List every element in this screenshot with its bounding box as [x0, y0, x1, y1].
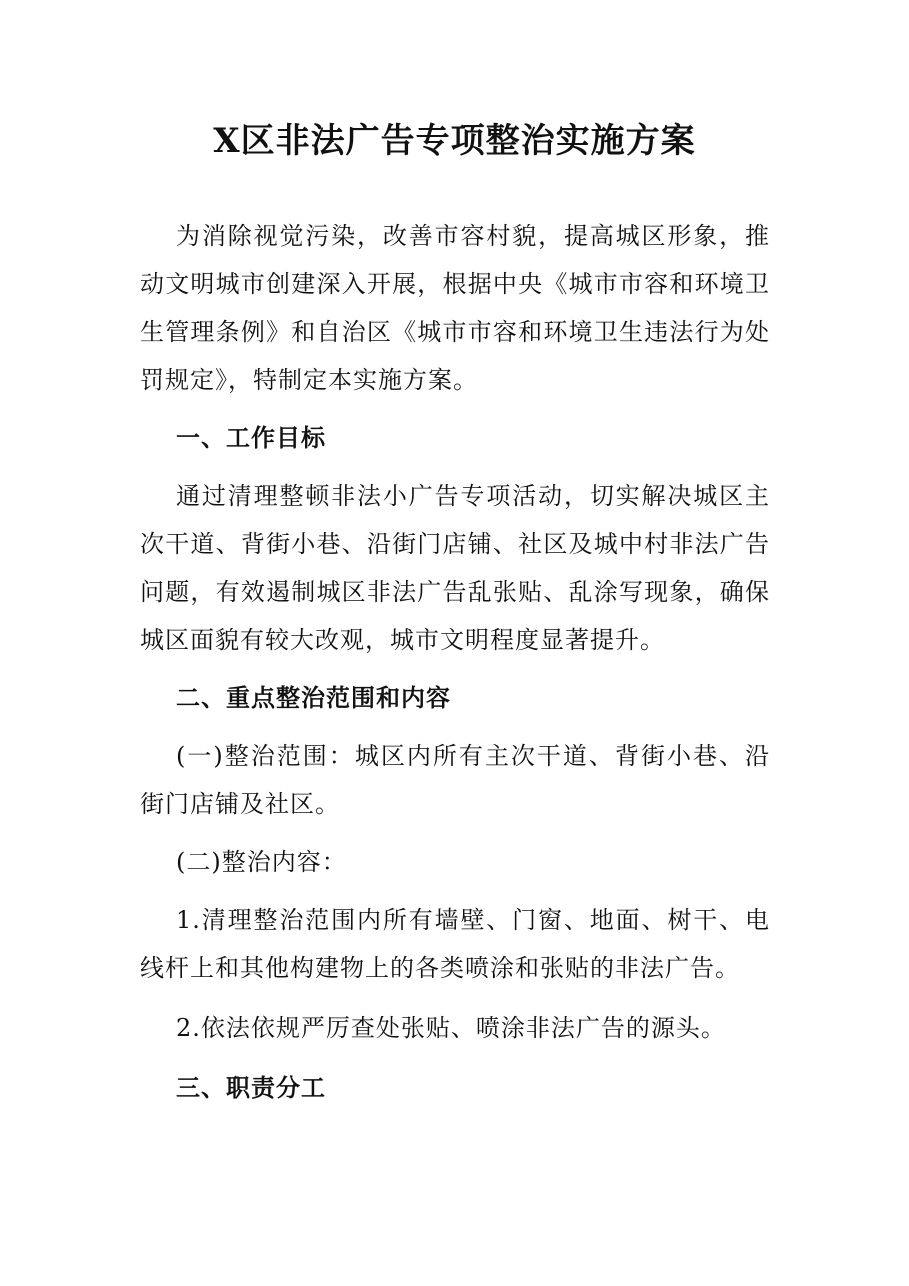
content-label: (二)整治内容： — [176, 848, 347, 876]
section-heading-duties: 三、职责分工 — [176, 1074, 326, 1102]
content-item-2: 2.依法依规严厉查处张贴、喷涂非法广告的源头。 — [176, 1014, 726, 1042]
intro-paragraph: 为消除视觉污染，改善市容村貌，提高城区形象，推动文明城市创建深入开展，根据中央《城市市容和环境卫生管理条例》和自治区《城市市容和环境卫生违法行为处罚规定》，特制定本实施方案。 — [140, 222, 770, 394]
scope-paragraph: (一)整治范围：城区内所有主次干道、背街小巷、沿街门店铺及社区。 — [140, 742, 770, 818]
document-title: X区非法广告专项整治实施方案 — [213, 121, 696, 161]
section-heading-goals: 一、工作目标 — [176, 424, 326, 452]
content-item-1: 1.清理整治范围内所有墙壁、门窗、地面、树干、电线杆上和其他构建物上的各类喷涂和张贴的非法广告。 — [140, 906, 770, 982]
section-heading-scope: 二、重点整治范围和内容 — [176, 684, 451, 712]
goals-paragraph: 通过清理整顿非法小广告专项活动，切实解决城区主次干道、背街小巷、沿街门店铺、社区及城中村非法广告问题，有效遏制城区非法广告乱张贴、乱涂写现象，确保城区面貌有较大改观，城市文明程度显著提升。 — [140, 482, 770, 654]
